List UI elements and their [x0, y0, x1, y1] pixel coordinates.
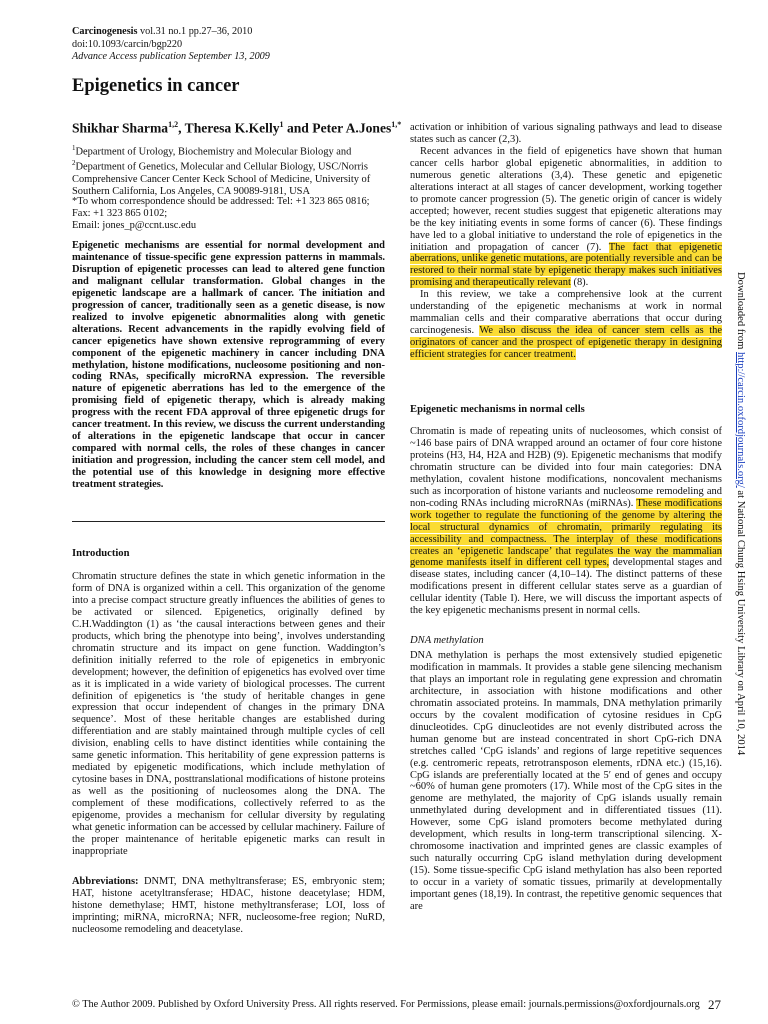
introduction-body: Chromatin structure defines the state in which genetic information in the form of DNA is organized within a cell. This organization of the genome into a precise compact structure greatly influences the abilities of genes to be activated or silenced. Epigenetics, originally defined by C.H.Waddington (1) as ‘the causal interactions between genes and their products, which bring the phenotype into being’, involves understanding chromatin structure and its impact on gene function. Waddington’s definition initially referred to the role of epigenetics in embryonic development; however, the definition of epigenetics has evolved over time as it is implicated in a wide variety of biological processes. The current definition of epigenetics is ‘the study of heritable changes in gene expression that occur independent of changes in the primary DNA sequence’. Most of these heritable changes are established during differentiation and are stably maintained through multiple cycles of cell division, enabling cells to have distinct identities while containing the same genetic information. This heritability of gene expression patterns is mediated by epigenetic modifications, which include methylation of cytosine bases in DNA, posttranslational modifications of histone proteins as well as the positioning of nucleosomes along the DNA. The complement of these modifications, collectively referred to as the epigenome, provides a mechanism for cellular diversity by regulating what genetic information can be accessed by cellular machinery. Failure of the proper maintenance of heritable epigenetic marks can result in inappropriate: [72, 571, 385, 857]
author-separator: and: [283, 120, 313, 136]
affiliation-1: Department of Urology, Biochemistry and Molecular Biology and: [75, 146, 352, 158]
highlighted-text: The fact that epigenetic aberrations, unlike genetic mutations, are potentially reversible and can be restored to their normal state by epigenetic therapy makes such initiatives promising and therapeutically relevant: [410, 241, 723, 289]
dna-methylation-body: DNA methylation is perhaps the most extensively studied epigenetic modification in mammals. It provides a stable gene silencing mechanism that plays an important role in regulating gene expression and chromatin architecture, in association with histone modifications and other chromatin associated proteins. In mammals, DNA methylation primarily occurs by the covalent modification of cytosine residues in CpG dinucleotides. CpG dinucleotides are not evenly distributed across the human genome but are instead concentrated in short CpG-rich DNA stretches called ‘CpG islands’ and regions of large repetitive sequences (e.g. centromeric repeats, retrotransposon elements, rDNA etc.) (15,16). CpG islands are preferentially located at the 5′ end of genes and occupy ~60% of human gene promoters (17). While most of the CpG sites in the genome are methylated, the majority of CpG islands usually remain unmethylated during development and in differentiated tissues (11). However, some CpG island promoters become methylated during development, which results in long-term transcriptional silencing. X-chromosome inactivation and imprinted genes are classic examples of such naturally occurring CpG island methylation during development (15). Some tissue-specific CpG island methylation has also been reported to occur in a variety of somatic tissues, primarily at developmentally important genes (18,19). In contrast, the repetitive genomic sequences that are: [410, 650, 722, 913]
author-affiliation-mark: 1,*: [391, 120, 402, 129]
journal-volume: vol.31 no.1 pp.27–36, 2010: [140, 26, 253, 37]
page-number: 27: [708, 997, 721, 1012]
paragraph: [410, 289, 722, 361]
highlighted-text: These modifications work together to regulate the functioning of the genome by altering the local structural dynamics of chromatin, primarily regulating its accessibility and compactness. The interplay of these modifications creates an ‘epigenetic landscape’ that regulates the way the mammalian genome manifests itself in different cell types,: [410, 497, 723, 569]
author-affiliation-mark: 1: [279, 120, 284, 129]
paper-title: Epigenetics in cancer: [72, 76, 240, 96]
author-name: Theresa K.Kelly: [184, 120, 280, 136]
author-name: Peter A.Jones: [312, 120, 392, 136]
author-list: [72, 120, 401, 137]
abstract-divider: [72, 521, 385, 522]
abstract: Epigenetic mechanisms are essential for normal development and maintenance of tissue-specific gene expression patterns in mammals. Disruption of epigenetic processes can lead to altered gene function and malignant cellular transformation. Global changes in the epigenetic landscape are a hallmark of cancer. The initiation and progression of cancer, traditionally seen as a genetic disease, is now realized to involve epigenetic abnormalities along with genetic alterations. Recent advancements in the rapidly evolving field of cancer epigenetics have shown extensive reprogramming of every component of the epigenetic machinery in cancer including DNA methylation, histone modifications, nucleosome positioning and non-coding RNAs, specifically microRNA expression. The reversible nature of epigenetic aberrations has led to the emergence of the promising field of epigenetic therapy, which is already making progress with the recent FDA approval of three epigenetic drugs for cancer treatment. In this review, we discuss the current understanding of alterations in the epigenetic landscape that occur in cancer compared with normal cells, the roles of these changes in cancer initiation and progression, including the cancer stem cell model, and the potential use of this knowledge in designing more effective treatment strategies.: [72, 240, 385, 491]
paragraph: [410, 426, 722, 617]
abbreviations: [72, 876, 385, 936]
correspondence-email[interactable]: Email: jones_p@ccnt.usc.edu: [72, 219, 197, 231]
paragraph: [410, 146, 722, 289]
journal-meta: [72, 26, 270, 64]
affiliations: [72, 143, 385, 198]
mechanisms-body: [410, 426, 722, 617]
paragraph-text: In this review, we take a comprehensive look at the current understanding of the epigenetic mechanisms at work in normal mammalian cells and their comparative aberrations that occur during carcinogenesis.: [410, 289, 722, 337]
intro-continuation: [410, 122, 722, 361]
download-note-prefix: Downloaded from: [735, 272, 746, 353]
author-separator: ,: [178, 120, 185, 136]
author-affiliation-mark: 1,2: [168, 120, 179, 129]
paragraph-text: Chromatin is made of repeating units of nucleosomes, which consist of ~146 base pairs of DNA wrapped around an octamer of four core histone proteins (H3, H4, H2A and H2B) (9). Epigenetic mechanisms that modify chromatin structure can be divided into four main categories: DNA methylation, covalent histone modifications, noncovalent mechanisms such as incorporation of histone variants and nucleosome remodeling and non-coding RNAs including microRNAs (miRNAs).: [410, 426, 722, 509]
paragraph-text: (8).: [570, 277, 589, 289]
affiliation-mark: 2: [72, 159, 76, 168]
correspondence: [72, 196, 385, 232]
paragraph: activation or inhibition of various signaling pathways and lead to disease states such as cancer (2,3).: [410, 122, 722, 145]
paragraph-text: Recent advances in the field of epigenetics have shown that human cancer cells harbor global epigenetic abnormalities, in addition to numerous genetic alterations (3,4). These genetic and epigenetic alterations interact at all stages of cancer development, working together to promote cancer progression (5). The genetic origin of cancer is widely accepted; however, recent studies suggest that epigenetic alterations may be the key initiating events in some forms of cancer (6). These findings have led to a global initiative to understand the role of epigenetics in the initiation and propagation of cancer (7).: [410, 145, 722, 253]
download-note-suffix: at National Chung Hsing University Library on April 10, 2014: [735, 487, 746, 756]
introduction-heading: Introduction: [72, 548, 130, 559]
section-heading-mechanisms: Epigenetic mechanisms in normal cells: [410, 404, 585, 415]
affiliation-mark: 1: [72, 144, 76, 152]
download-link[interactable]: http://carcin.oxfordjournals.org/: [735, 352, 746, 488]
affiliation-2: Department of Genetics, Molecular and Cellular Biology, USC/Norris Comprehensive Cancer Center Keck School of Medicine, University of Southern California, Los Angeles, CA 90089-9181, USA: [72, 161, 371, 197]
journal-name: Carcinogenesis: [72, 26, 138, 37]
highlighted-text: We also discuss the idea of cancer stem cells as the originators of cancer and the prospect of epigenetic therapy in designing efficient strategies for cancer treatment.: [410, 325, 722, 361]
copyright-footer: © The Author 2009. Published by Oxford University Press. All rights reserved. For Permissions, please email: journals.permissions@oxfordjournals.org: [72, 999, 700, 1010]
paragraph-text: developmental stages and disease states, including cancer (4,10–14). The distinct patterns of these modifications present in different cellular states serve as a guardian of cellular identity (Table I). Here, we will discuss the important aspects of the key epigenetic mechanisms present in normal cells.: [410, 557, 722, 617]
author-name: Shikhar Sharma: [72, 120, 169, 136]
advance-access: Advance Access publication September 13, 2009: [72, 51, 270, 62]
subsection-heading-dna-methylation: DNA methylation: [410, 635, 484, 646]
abbreviations-label: Abbreviations:: [72, 876, 139, 887]
download-note: [735, 272, 746, 755]
abbreviations-text: DNMT, DNA methyltransferase; ES, embryonic stem; HAT, histone acetyltransferase; HDAC, histone deacetylase; HDM, histone demethylase; HMT, histone methyltransferase; LOI, loss of imprinting; miRNA, microRNA; NFR, nucleosome-free region; NuRD, nucleosome remodeling and deacetylase.: [72, 876, 385, 935]
correspondence-line: Fax: +1 323 865 0102;: [72, 207, 168, 219]
journal-doi: doi:10.1093/carcin/bgp220: [72, 38, 183, 50]
correspondence-line: *To whom correspondence should be addressed: Tel: +1 323 865 0816;: [72, 196, 370, 207]
